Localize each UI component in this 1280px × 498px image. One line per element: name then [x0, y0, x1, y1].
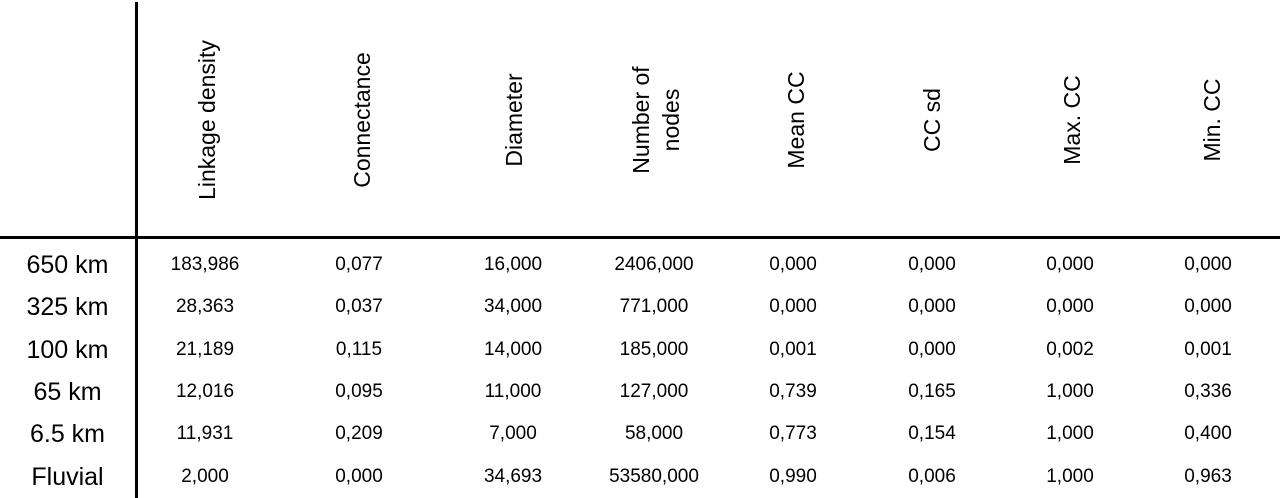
header-cell: [586, 0, 726, 236]
table-cell: 0,095: [335, 380, 383, 402]
table-cell: 0,773: [769, 423, 817, 445]
row-label: 65 km: [33, 377, 102, 406]
table-row: [0, 371, 1280, 413]
column-header-min-cc: Min. CC: [1199, 78, 1225, 162]
table-cell: 0,209: [335, 423, 383, 445]
table-cell: 0,000: [908, 296, 956, 318]
table-cell: 34,693: [483, 465, 543, 487]
table-cell: 0,000: [908, 338, 956, 360]
table-row: [0, 244, 1280, 286]
table-cell: 183,986: [170, 254, 240, 275]
header-cell: [1002, 0, 1142, 236]
table-row: [0, 329, 1280, 371]
table-cell: 1,000: [1046, 423, 1094, 445]
table-cell: 0,006: [908, 465, 956, 487]
table-cell: 127,000: [619, 380, 689, 402]
table-row: [0, 413, 1280, 455]
table-cell: 0,000: [769, 254, 817, 275]
table-cell: 2,000: [181, 465, 229, 487]
table-cell: 771,000: [619, 296, 689, 318]
table-cell: 0,000: [335, 465, 383, 487]
column-header-max-cc: Max. CC: [1059, 75, 1085, 165]
header-cell: [726, 0, 866, 236]
table-cell: 0,077: [335, 254, 383, 275]
table-cell: 0,000: [769, 296, 817, 318]
table-cell: 53580,000: [609, 465, 699, 487]
column-header-connectance: Connectance: [349, 52, 375, 188]
table-cell: 0,000: [1184, 296, 1232, 318]
table-cell: 0,400: [1184, 423, 1232, 445]
column-header-mean-cc: Mean CC: [783, 71, 809, 169]
table-cell: 1,000: [1046, 380, 1094, 402]
row-label: 325 km: [26, 293, 109, 322]
table-cell: 0,001: [1184, 338, 1232, 360]
table-cell: 0,990: [769, 465, 817, 487]
table-cell: 2406,000: [614, 254, 694, 275]
table-cell: 0,336: [1184, 380, 1232, 402]
table-cell: 28,363: [175, 296, 235, 318]
column-header-divider: [0, 236, 1280, 239]
column-header-linkage-density: Linkage density: [194, 40, 220, 200]
column-header-cc-sd: CC sd: [919, 88, 945, 152]
table-cell: 0,165: [908, 380, 956, 402]
header-cell: [292, 0, 432, 236]
row-label: 6.5 km: [29, 420, 106, 449]
table-cell: 11,931: [176, 423, 234, 445]
table-cell: 0,739: [769, 380, 817, 402]
table-cell: 16,000: [483, 254, 543, 275]
header-cell: [444, 0, 584, 236]
column-header-diameter: Diameter: [501, 73, 527, 167]
table-cell: 12,016: [175, 380, 235, 402]
table-cell: 0,002: [1046, 338, 1094, 360]
row-label: 100 km: [26, 335, 109, 364]
table-header: [0, 0, 1280, 236]
table-cell: 34,000: [483, 296, 543, 318]
header-cell: [862, 0, 1002, 236]
table-row: [0, 286, 1280, 328]
table-cell: 11,000: [484, 380, 542, 402]
column-header-number-of-nodes: Number of nodes: [628, 66, 684, 174]
table-cell: 0,001: [769, 338, 817, 360]
table-cell: 0,037: [335, 296, 383, 318]
table-cell: 0,000: [1046, 254, 1094, 275]
table-cell: 1,000: [1046, 465, 1094, 487]
table-cell: 7,000: [489, 423, 537, 445]
table-cell: 0,000: [1046, 296, 1094, 318]
table-cell: 58,000: [624, 423, 684, 445]
table-row: [0, 456, 1280, 498]
table-cell: 0,000: [1184, 254, 1232, 275]
table-cell: 21,189: [175, 338, 235, 360]
table-cell: 0,115: [335, 338, 383, 360]
table-cell: 0,000: [908, 254, 956, 275]
table-cell: 0,154: [908, 423, 956, 445]
table-cell: 14,000: [483, 338, 543, 360]
header-cell: [1142, 0, 1280, 236]
header-cell: [137, 0, 277, 236]
table-cell: 185,000: [619, 338, 689, 360]
row-label: Fluvial: [31, 462, 104, 491]
row-label: 650 km: [26, 251, 109, 279]
table-cell: 0,963: [1184, 465, 1232, 487]
